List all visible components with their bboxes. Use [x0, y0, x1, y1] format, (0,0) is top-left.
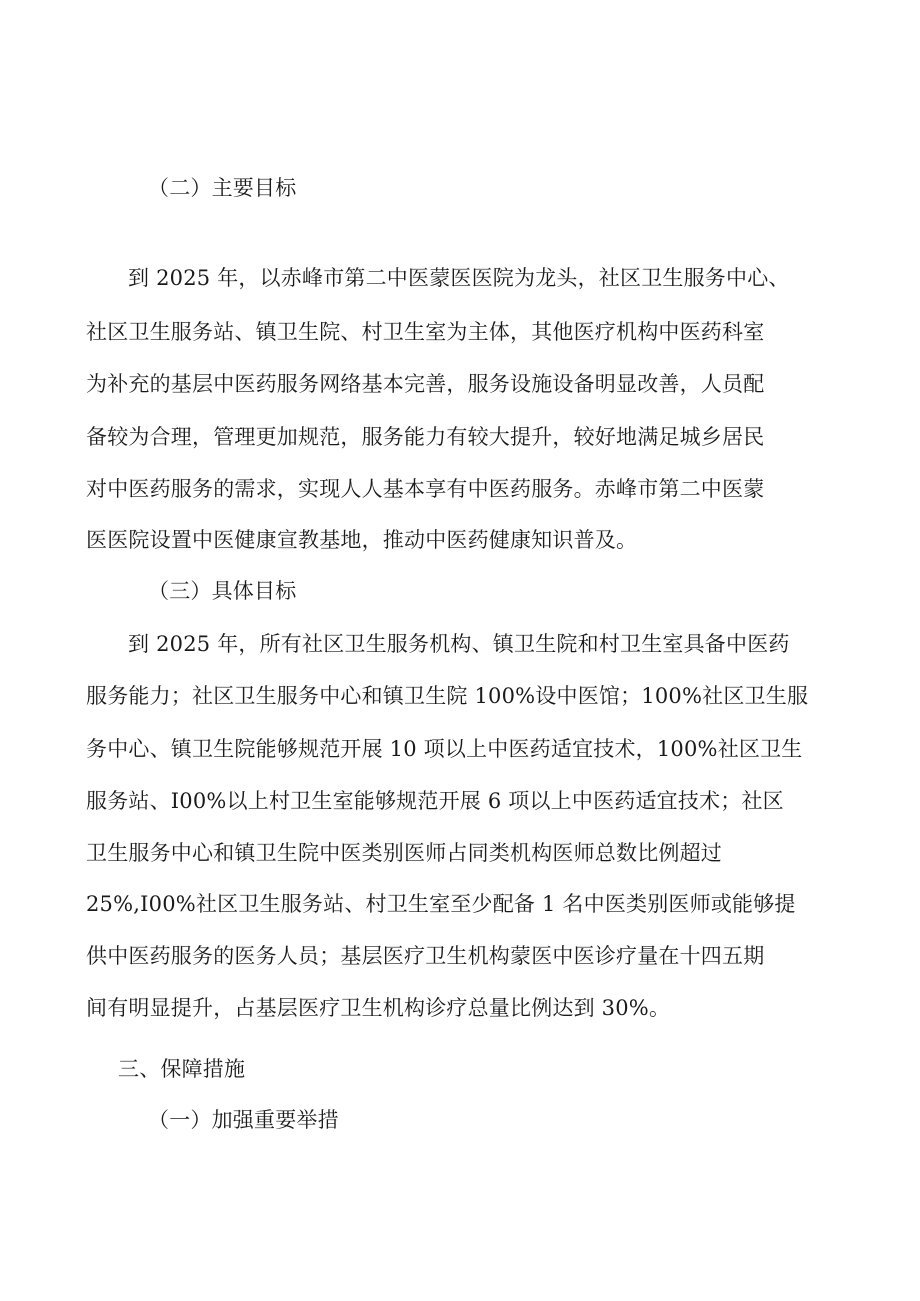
paragraph-line: 到 2025 年，以赤峰市第二中医蒙医医院为龙头，社区卫生服务中心、 [128, 266, 790, 290]
paragraph-line: 间有明显提升，占基层医疗卫生机构诊疗总量比例达到 30%。 [86, 996, 671, 1020]
paragraph-line: 社区卫生服务站、镇卫生院、村卫生室为主体，其他医疗机构中医药科室 [86, 320, 765, 344]
paragraph-line: 服务站、I00%以上村卫生室能够规范开展 6 项以上中医药适宜技术；社区 [86, 789, 784, 813]
section-heading-main-goal: （二）主要目标 [148, 176, 297, 200]
section-heading-safeguards: 三、保障措施 [118, 1057, 246, 1081]
paragraph-line: 备较为合理，管理更加规范，服务能力有较大提升，较好地满足城乡居民 [86, 425, 765, 449]
paragraph-line: 25%,I00%社区卫生服务站、村卫生室至少配备 1 名中医类别医师或能够提 [86, 892, 796, 916]
paragraph-line: 对中医药服务的需求，实现人人基本享有中医药服务。赤峰市第二中医蒙 [86, 477, 765, 501]
section-heading-specific-goal: （三）具体目标 [148, 579, 297, 603]
paragraph-line: 卫生服务中心和镇卫生院中医类别医师占同类机构医师总数比例超过 [86, 841, 722, 865]
paragraph-line: 务中心、镇卫生院能够规范开展 10 项以上中医药适宜技术，100%社区卫生 [86, 737, 803, 761]
paragraph-line: 为补充的基层中医药服务网络基本完善，服务设施设备明显改善，人员配 [86, 372, 765, 396]
paragraph-line: 医医院设置中医健康宣教基地，推动中医药健康知识普及。 [86, 528, 638, 552]
paragraph-line: 服务能力；社区卫生服务中心和镇卫生院 100%设中医馆；100%社区卫生服 [86, 684, 809, 708]
paragraph-line: 到 2025 年，所有社区卫生服务机构、镇卫生院和村卫生室具备中医药 [128, 632, 790, 656]
paragraph-line: 供中医药服务的医务人员；基层医疗卫生机构蒙医中医诊疗量在十四五期 [86, 944, 765, 968]
subsection-heading-key-measures: （一）加强重要举措 [148, 1108, 339, 1132]
